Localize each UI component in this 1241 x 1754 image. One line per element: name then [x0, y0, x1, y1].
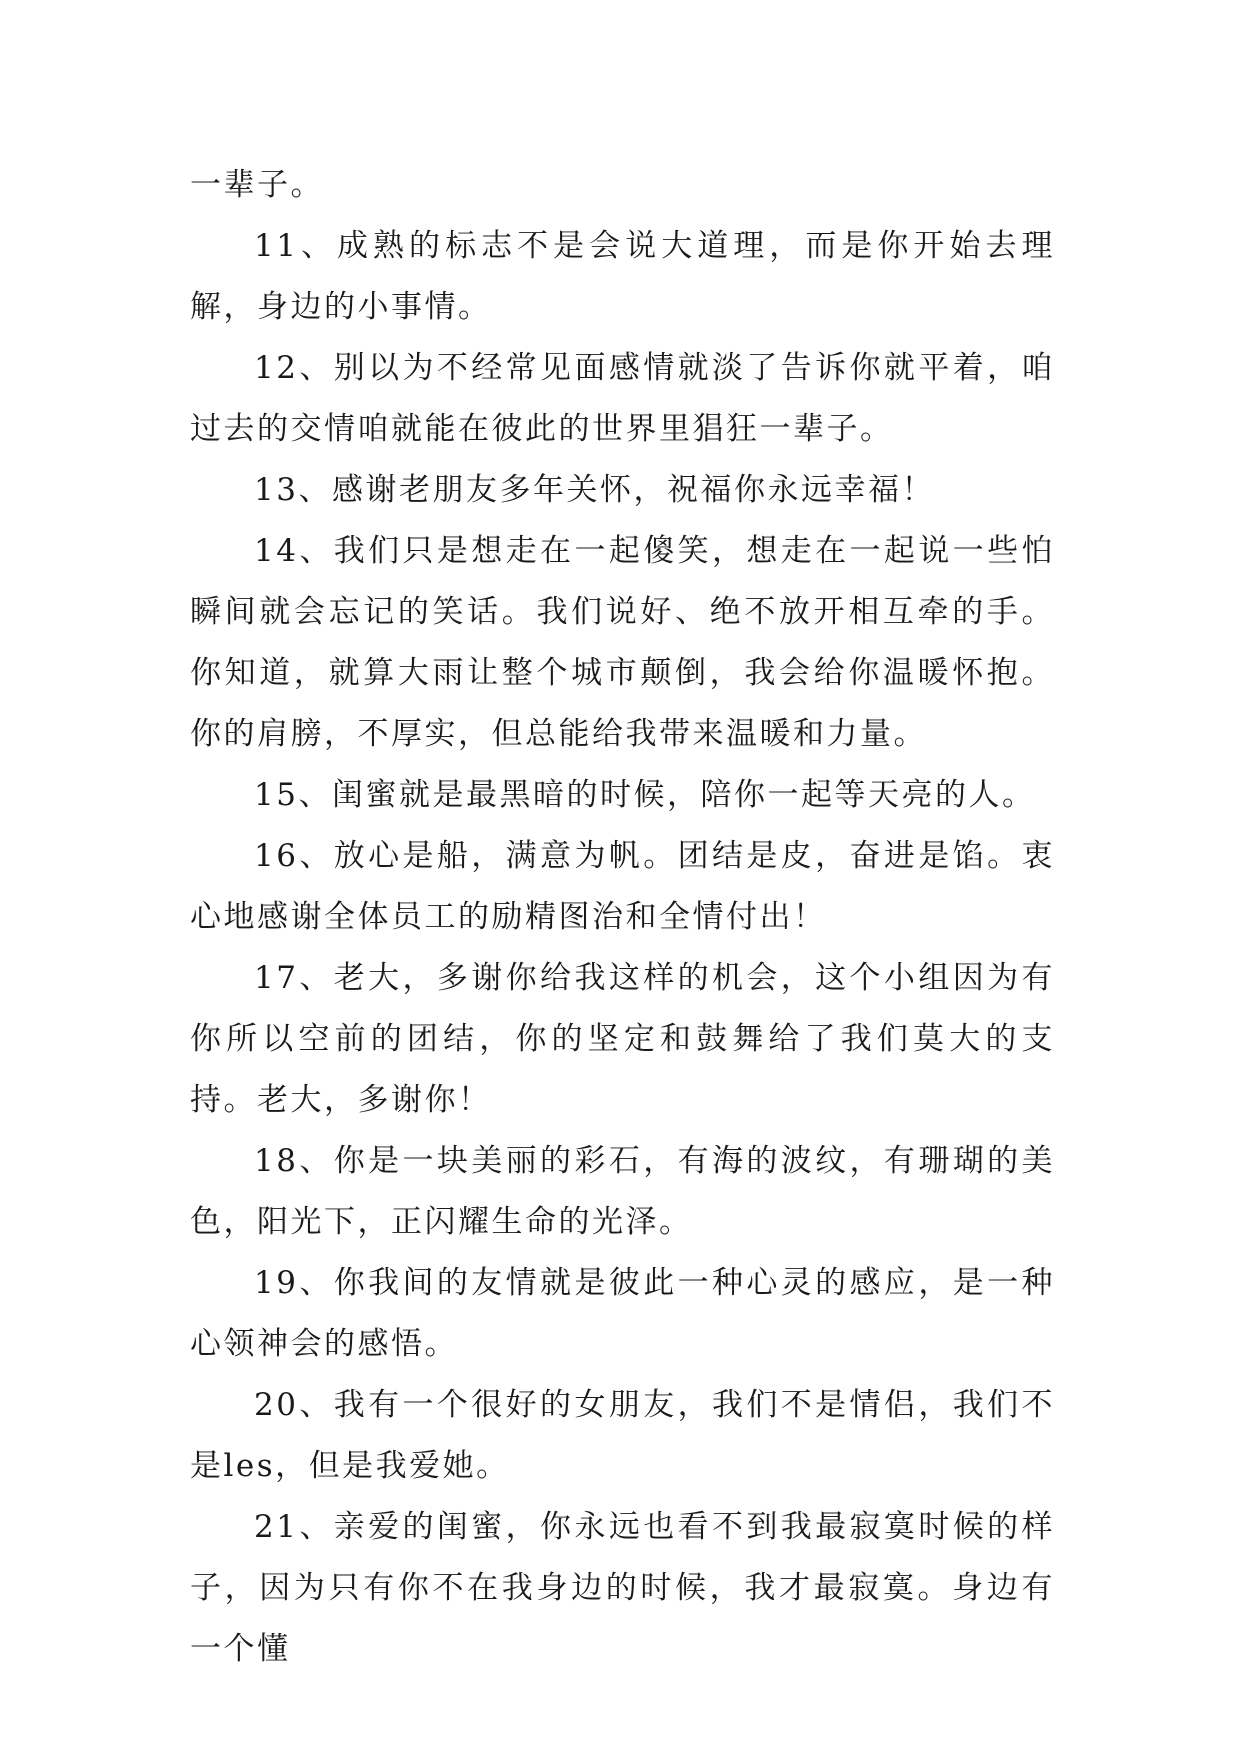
paragraph: 18、你是一块美丽的彩石，有海的波纹，有珊瑚的美色，阳光下，正闪耀生命的光泽。 [190, 1143, 1055, 1240]
paragraph: 13、感谢老朋友多年关怀，祝福你永远幸福！ [254, 472, 935, 508]
paragraph: 16、放心是船，满意为帆。团结是皮，奋进是馅。衷心地感谢全体员工的励精图治和全情付出！ [190, 838, 1055, 935]
paragraph: 14、我们只是想走在一起傻笑，想走在一起说一些怕瞬间就会忘记的笑话。我们说好、绝不放开相互牵的手。你知道，就算大雨让整个城市颠倒，我会给你温暖怀抱。你的肩膀，不厚实，但总能给我带来温暖和力量。 [190, 533, 1055, 752]
paragraph: 21、亲爱的闺蜜，你永远也看不到我最寂寞时候的样子，因为只有你不在我身边的时候，我才最寂寞。身边有一个懂 [190, 1509, 1055, 1667]
paragraph: 19、你我间的友情就是彼此一种心灵的感应，是一种心领神会的感悟。 [190, 1265, 1055, 1362]
paragraph: 一辈子。 [190, 167, 324, 203]
paragraph: 15、闺蜜就是最黑暗的时候，陪你一起等天亮的人。 [254, 777, 1036, 813]
paragraph: 11、成熟的标志不是会说大道理，而是你开始去理解，身边的小事情。 [190, 228, 1055, 325]
paragraph: 17、老大，多谢你给我这样的机会，这个小组因为有你所以空前的团结，你的坚定和鼓舞给了我们莫大的支持。老大，多谢你！ [190, 960, 1055, 1118]
paragraph: 12、别以为不经常见面感情就淡了告诉你就平着，咱过去的交情咱就能在彼此的世界里猖狂一辈子。 [190, 350, 1055, 447]
paragraph: 20、我有一个很好的女朋友，我们不是情侣，我们不是les，但是我爱她。 [190, 1387, 1055, 1484]
document-body [190, 155, 1055, 1680]
